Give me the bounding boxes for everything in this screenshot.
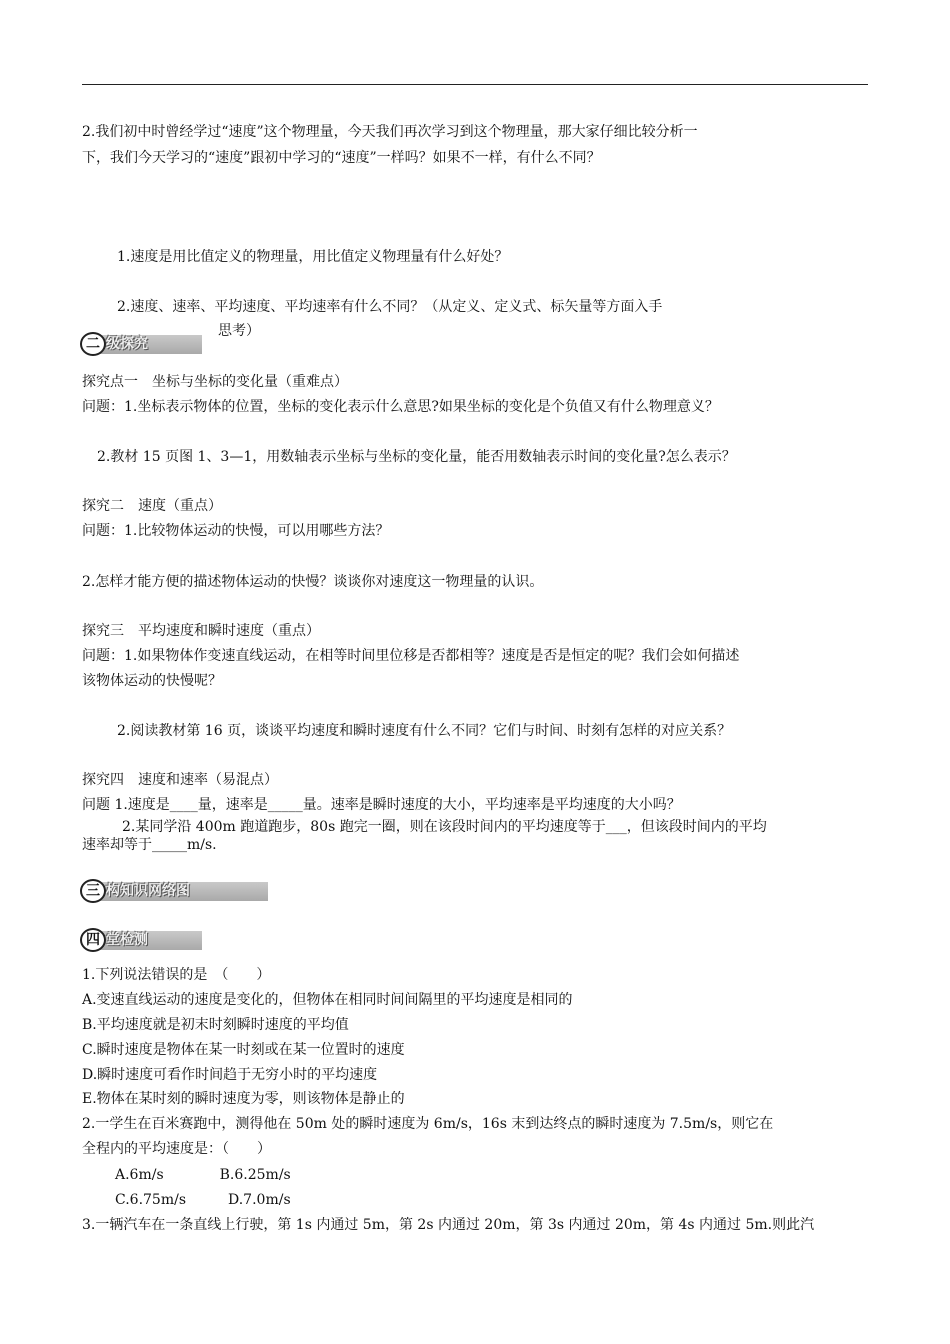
probe-1-question-1: 问题：1.坐标表示物体的位置，坐标的变化表示什么意思?如果坐标的变化是个负值又有什么物理意义？	[82, 399, 719, 415]
section-3-badge-bar	[92, 882, 268, 901]
quiz-question-2-line-1: 2.一学生在百米赛跑中，测得他在 50m 处的瞬时速度为 6m/s，16s 末到达终点的瞬时速度为 7.5m/s，则它在	[82, 1116, 774, 1132]
probe-2-question-2: 2.怎样才能方便的描述物体运动的快慢？谈谈你对速度这一物理量的认识。	[82, 574, 544, 590]
probe-4-question-2-line-1: 2.某同学沿 400m 跑道跑步，80s 跑完一圈，则在该段时间内的平均速度等于___，但该段时间内的平均	[122, 819, 767, 835]
probe-3-question-1-line-2: 该物体运动的快慢呢？	[82, 673, 222, 689]
probe-2-question-1: 问题：1.比较物体运动的快慢，可以用哪些方法？	[82, 523, 390, 539]
quiz-question-3-line-1: 3.一辆汽车在一条直线上行驶，第 1s 内通过 5m，第 2s 内通过 20m，第 3s 内通过 20m，第 4s 内通过 5m.则此汽	[82, 1217, 815, 1233]
section-3-badge	[80, 879, 270, 903]
think-question-2-line-1: 2.速度、速率、平均速度、平均速率有什么不同？（从定义、定义式、标矢量等方面入手	[117, 299, 663, 315]
think-question-2-line-2: 思考）	[218, 323, 260, 339]
section-4-badge	[80, 928, 204, 952]
probe-4-question-1: 问题 1.速度是____量，速率是_____量。速率是瞬时速度的大小，平均速率是平均速度的大小吗？	[82, 797, 681, 813]
section-4-badge-number: 四	[80, 928, 106, 952]
quiz-question-2-options-ab: A.6m/s B.6.25m/s	[115, 1167, 291, 1183]
quiz-question-1-option-c: C.瞬时速度是物体在某一时刻或在某一位置时的速度	[82, 1042, 405, 1058]
section-3-badge-text: 构知识网络图	[106, 883, 190, 899]
header-rule	[82, 84, 868, 85]
section-3-badge-number: 三	[80, 879, 106, 903]
probe-1-question-2: 2.教材 15 页图 1、3—1，用数轴表示坐标与坐标的变化量，能否用数轴表示时间的变化量?怎么表示？	[97, 449, 736, 465]
quiz-question-1-option-b: B.平均速度就是初末时刻瞬时速度的平均值	[82, 1017, 349, 1033]
section-4-badge-text: 堂检测	[106, 932, 148, 948]
probe-4-title: 探究四 速度和速率（易混点）	[82, 772, 278, 788]
quiz-question-1-option-d: D.瞬时速度可看作时间趋于无穷小时的平均速度	[82, 1067, 378, 1083]
probe-3-title: 探究三 平均速度和瞬时速度（重点）	[82, 623, 320, 639]
quiz-question-1-option-a: A.变速直线运动的速度是变化的，但物体在相同时间间隔里的平均速度是相同的	[82, 992, 573, 1008]
probe-3-question-1-line-1: 问题：1.如果物体作变速直线运动，在相等时间里位移是否都相等？速度是否是恒定的呢？我们会如何描述	[82, 648, 740, 664]
quiz-question-1-option-e: E.物体在某时刻的瞬时速度为零，则该物体是静止的	[82, 1091, 405, 1107]
quiz-question-2-line-2: 全程内的平均速度是：（ ）	[82, 1141, 271, 1157]
probe-2-title: 探究二 速度（重点）	[82, 498, 222, 514]
section-2-badge	[80, 332, 204, 356]
probe-3-question-2: 2.阅读教材第 16 页，谈谈平均速度和瞬时速度有什么不同？它们与时间、时刻有怎样的对应关系？	[117, 723, 732, 739]
quiz-question-2-options-cd: C.6.75m/s D.7.0m/s	[115, 1192, 291, 1208]
section-4-badge-bar	[92, 931, 202, 950]
think-question-1: 1.速度是用比值定义的物理量，用比值定义物理量有什么好处？	[117, 249, 509, 265]
quiz-question-1: 1.下列说法错误的是 （ ）	[82, 967, 271, 983]
section-2-badge-number: 二	[80, 332, 106, 356]
section-2-badge-text: 级探究	[106, 336, 148, 352]
section-2-badge-bar	[92, 335, 202, 354]
probe-4-question-2-line-2: 速率却等于_____m/s.	[82, 837, 217, 853]
probe-1-title: 探究点一 坐标与坐标的变化量（重难点）	[82, 374, 348, 390]
intro-question-2-line-1: 2.我们初中时曾经学过“速度”这个物理量，今天我们再次学习到这个物理量，那大家仔细比较分析一	[82, 124, 698, 140]
intro-question-2-line-2: 下，我们今天学习的“速度”跟初中学习的“速度”一样吗？如果不一样，有什么不同？	[82, 150, 601, 166]
